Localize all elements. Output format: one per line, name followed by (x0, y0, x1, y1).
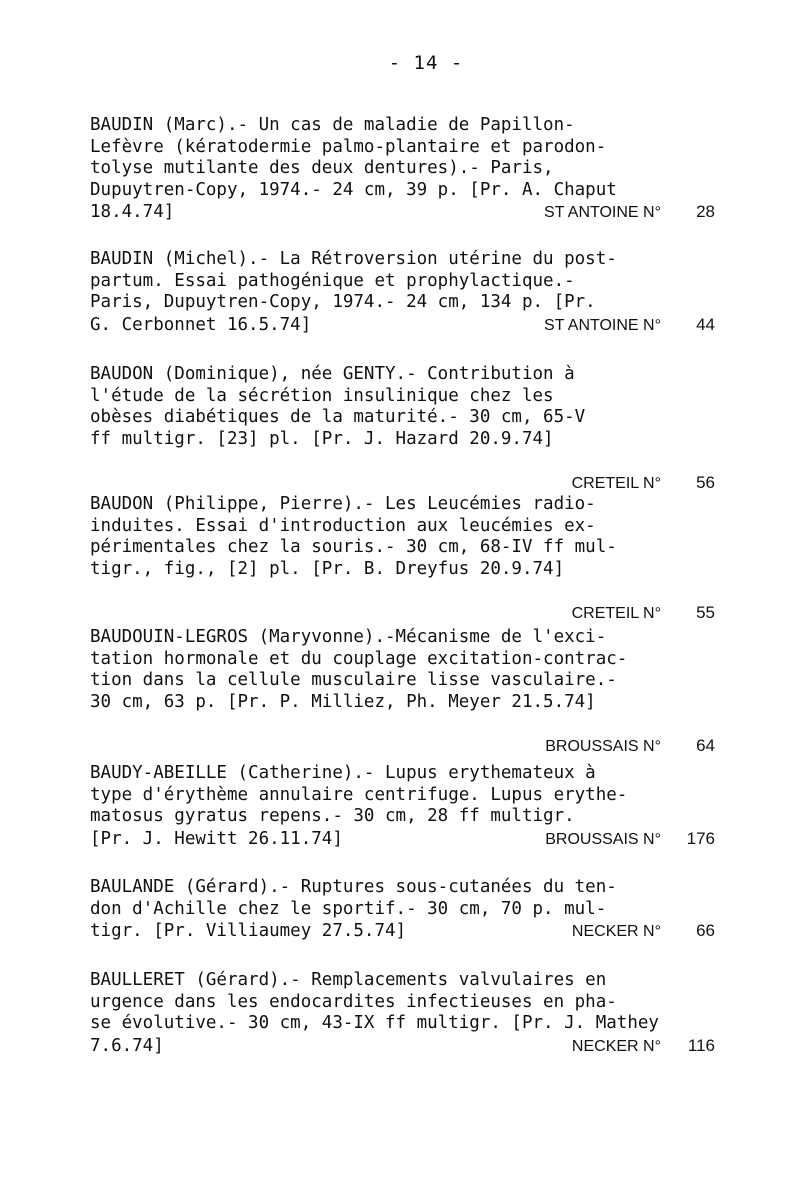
entry-text-line: 18.4.74] (90, 202, 175, 222)
location-name: BROUSSAIS N° (545, 830, 661, 848)
entry-text-line: Lefèvre (kératodermie palmo-plantaire et parodon- (90, 136, 607, 157)
location-number: 56 (696, 472, 715, 492)
bibliography-entry (90, 877, 715, 942)
entry-text-line: se évolutive.- 30 cm, 43-IX ff multigr. [Pr. J. Mathey (90, 1013, 659, 1033)
location-name: ST ANTOINE N° (544, 204, 661, 221)
location-number: 66 (696, 921, 715, 940)
page-number: - 14 - (388, 52, 464, 74)
bibliography-entry (90, 627, 715, 755)
entry-text-line: tigr. [Pr. Villiaumey 27.5.74] (90, 921, 407, 941)
entry-text-line: BAUDOUIN-LEGROS (Maryvonne).-Mécanisme de l'exci- (90, 627, 607, 647)
location-name: ST ANTOINE N° (544, 316, 661, 334)
entry-text-line: BAUDON (Philippe, Pierre).- Les Leucémies radio- (90, 494, 596, 514)
entry-text-line: BAUDIN (Marc).- Un cas de maladie de Papillon- (90, 115, 575, 135)
entry-text-line: BAULLERET (Gérard).- Remplacements valvulaires en (90, 970, 607, 990)
bibliography-entry (90, 249, 715, 335)
location-name: CRETEIL N° (571, 604, 661, 622)
location-name: CRETEIL N° (571, 474, 661, 492)
entry-text-line: tigr., fig., [2] pl. [Pr. B. Dreyfus 20.9.74] (90, 558, 565, 579)
entry-text-line: tolyse mutilante des deux dentures).- Paris, (90, 158, 554, 178)
location-number: 176 (686, 828, 715, 848)
location-name: NECKER N° (571, 1037, 661, 1055)
entry-text-line: matosus gyratus repens.- 30 cm, 28 ff multigr. (90, 806, 575, 826)
entry-text-line: 30 cm, 63 p. [Pr. P. Milliez, Ph. Meyer 21.5.74] (90, 691, 596, 712)
entry-text-line: l'étude de la sécrétion insulinique chez les (90, 385, 554, 406)
entry-text-line: 7.6.74] (90, 1035, 164, 1056)
entry-text-line: BAULANDE (Gérard).- Ruptures sous-cutanées du ten- (90, 877, 617, 897)
location-number: 116 (687, 1035, 715, 1055)
bibliography-entry (90, 970, 715, 1056)
entry-text-line: Paris, Dupuytren-Copy, 1974.- 24 cm, 134 p. [Pr. (90, 292, 596, 312)
entry-text-line: périmentales chez la souris.- 30 cm, 68-IV ff mul- (90, 537, 617, 557)
entry-text-line: tation hormonale et du couplage excitation-contrac- (90, 648, 628, 669)
location-number: 28 (696, 202, 715, 221)
bibliography-entry (90, 115, 715, 223)
entry-text-line: induites. Essai d'introduction aux leucémies ex- (90, 515, 596, 536)
entry-text-line: Dupuytren-Copy, 1974.- 24 cm, 39 p. [Pr. A. Chaput (90, 179, 617, 200)
location-number: 44 (696, 314, 715, 334)
entry-text-line: urgence dans les endocardites infectieuses en pha- (90, 991, 617, 1012)
location-number: 55 (696, 602, 715, 622)
entry-text-line: don d'Achille chez le sportif.- 30 cm, 70 p. mul- (90, 898, 607, 919)
entry-text-line: G. Cerbonnet 16.5.74] (90, 314, 312, 335)
entry-text-line: ff multigr. [23] pl. [Pr. J. Hazard 20.9.74] (90, 428, 554, 449)
bibliography-entry (90, 494, 715, 622)
bibliography-entry (90, 364, 715, 492)
entry-text-line: BAUDON (Dominique), née GENTY.- Contribution à (90, 364, 575, 384)
location-number: 64 (696, 735, 715, 755)
entry-text-line: BAUDIN (Michel).- La Rétroversion utérine du post- (90, 249, 617, 269)
entry-text-line: type d'érythème annulaire centrifuge. Lupus erythe- (90, 784, 628, 805)
bibliography-entry (90, 763, 715, 849)
location-name: BROUSSAIS N° (545, 737, 661, 755)
entry-text-line: partum. Essai pathogénique et prophylactique.- (90, 270, 575, 291)
entry-text-line: obèses diabétiques de la maturité.- 30 cm, 65-V (90, 407, 586, 427)
entry-text-line: BAUDY-ABEILLE (Catherine).- Lupus erythemateux à (90, 763, 596, 783)
entry-text-line: [Pr. J. Hewitt 26.11.74] (90, 828, 343, 849)
entry-text-line: tion dans la cellule musculaire lisse vasculaire.- (90, 670, 617, 690)
location-name: NECKER N° (571, 923, 661, 940)
